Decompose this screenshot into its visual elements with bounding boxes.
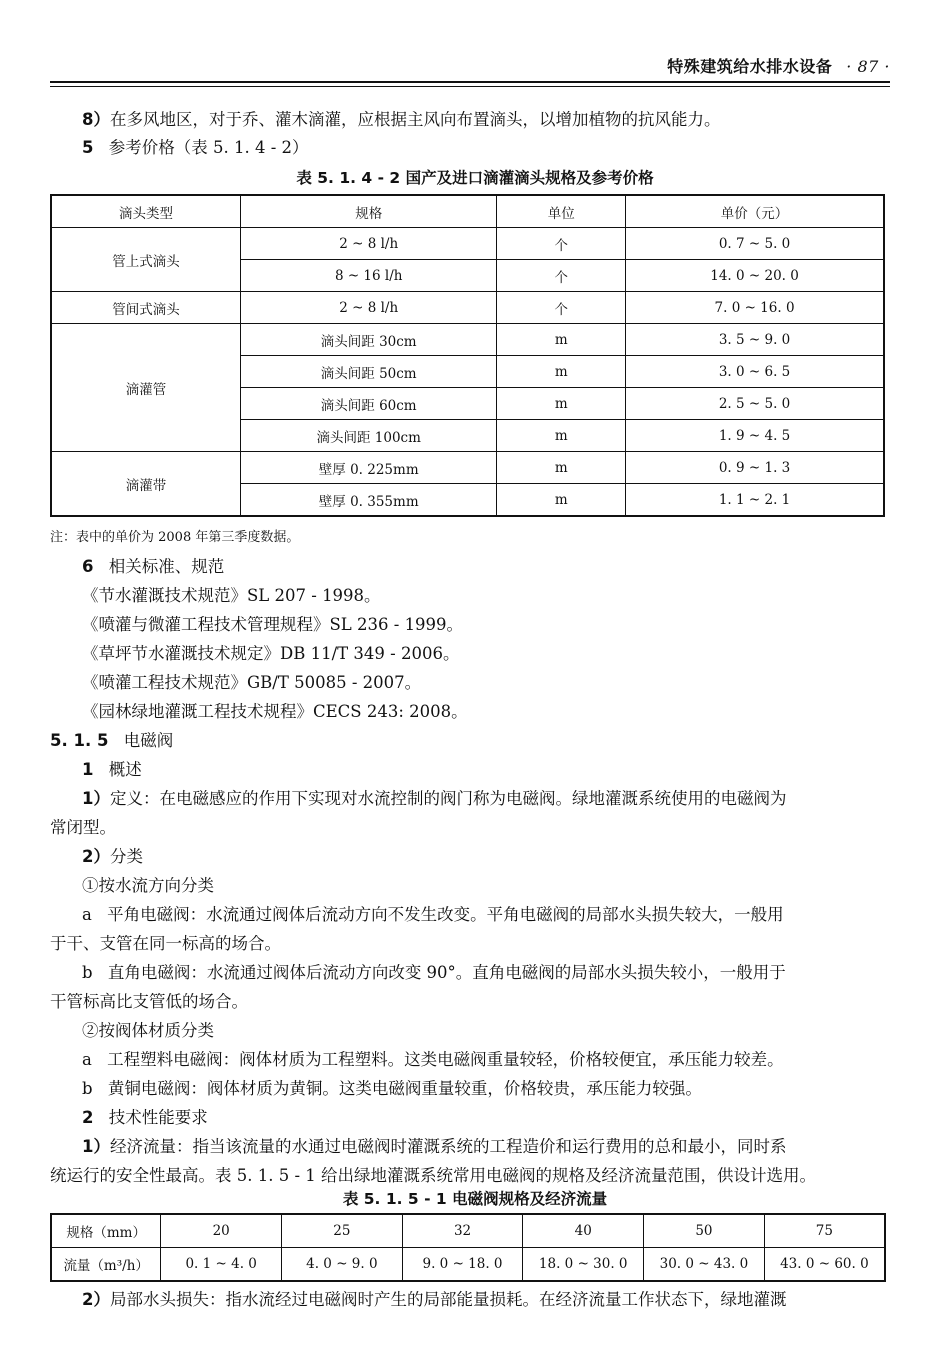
definition-number: 1） <box>82 789 110 808</box>
plastic-valve-label: a <box>82 1050 92 1069</box>
table1-type-cell: 管上式滴头 <box>51 228 241 292</box>
economic-flow-text: 经济流量：指当该流量的水通过电磁阀时灌溉系统的工程造价和运行费用的总和最小，同时系 <box>109 1137 787 1156</box>
definition-line <box>82 788 786 810</box>
table2-caption: 表 5. 1. 5 - 1 电磁阀规格及经济流量 <box>342 1190 608 1208</box>
table1-price-cell: 1. 9 ~ 4. 5 <box>626 420 884 452</box>
table1-unit-cell: m <box>497 452 626 484</box>
table1-unit-cell: m <box>497 356 626 388</box>
definition-line-2: 常闭型。 <box>50 818 116 837</box>
table1-price-cell: 2. 5 ~ 5. 0 <box>626 388 884 420</box>
section-heading <box>50 730 173 752</box>
table-row <box>51 324 884 356</box>
table1-spec-cell: 壁厚 0. 225mm <box>241 452 497 484</box>
classification-heading <box>82 846 143 868</box>
section-number: 5. 1. 5 <box>50 731 109 750</box>
angle-valve-line <box>82 962 786 984</box>
table1-header-type: 滴头类型 <box>51 195 241 228</box>
performance-heading <box>82 1107 208 1129</box>
standard-item: 《园林绿地灌溉工程技术规程》CECS 243: 2008。 <box>82 702 468 721</box>
table1-price-cell: 0. 9 ~ 1. 3 <box>626 452 884 484</box>
table2-flow-cell: 4. 0 ~ 9. 0 <box>282 1248 403 1282</box>
table2-size-cell: 32 <box>402 1214 523 1248</box>
economic-flow-number: 1） <box>82 1137 110 1156</box>
item-8-number: 8） <box>82 110 110 129</box>
table1-spec-cell: 滴头间距 100cm <box>241 420 497 452</box>
table2-size-cell: 25 <box>282 1214 403 1248</box>
header-rule-thin <box>50 86 890 87</box>
table2-flow-cell: 9. 0 ~ 18. 0 <box>402 1248 523 1282</box>
flat-valve-label: a <box>82 905 92 924</box>
item-5-text: 参考价格（表 5. 1. 4 - 2） <box>108 138 309 157</box>
performance-title: 技术性能要求 <box>108 1108 208 1127</box>
angle-valve-text: 直角电磁阀：水流通过阀体后流动方向改变 90°。直角电磁阀的局部水头损失较小，一般用于 <box>107 963 786 982</box>
head-loss-line <box>82 1289 786 1311</box>
table1-note: 注：表中的单价为 2008 年第三季度数据。 <box>50 530 300 545</box>
table1-spec-cell: 2 ~ 8 l/h <box>241 228 497 260</box>
performance-number: 2 <box>82 1108 94 1127</box>
table1-price-cell: 3. 5 ~ 9. 0 <box>626 324 884 356</box>
table1-price-cell: 0. 7 ~ 5. 0 <box>626 228 884 260</box>
item-8 <box>82 109 720 131</box>
table1-unit-cell: 个 <box>497 260 626 292</box>
table-emitter-prices <box>50 194 885 517</box>
flow-direction-heading: ①按水流方向分类 <box>82 876 214 895</box>
overview-title: 概述 <box>108 760 142 779</box>
standards-number: 6 <box>82 557 94 576</box>
table1-unit-cell: m <box>497 388 626 420</box>
table1-spec-cell: 2 ~ 8 l/h <box>241 292 497 324</box>
item-8-text: 在多风地区，对于乔、灌木滴灌，应根据主风向布置滴头，以增加植物的抗风能力。 <box>109 110 721 129</box>
table-row <box>51 228 884 260</box>
table1-unit-cell: 个 <box>497 292 626 324</box>
header-title <box>667 54 890 77</box>
header-rule <box>50 81 890 83</box>
table1-spec-cell: 8 ~ 16 l/h <box>241 260 497 292</box>
section-title: 电磁阀 <box>123 731 174 750</box>
table1-header-row <box>51 195 884 228</box>
definition-text: 定义：在电磁感应的作用下实现对水流控制的阀门称为电磁阀。绿地灌溉系统使用的电磁阀为 <box>109 789 787 808</box>
standard-item: 《节水灌溉技术规范》SL 207 - 1998。 <box>82 586 381 605</box>
table1-header-unit: 单位 <box>497 195 626 228</box>
overview-number: 1 <box>82 760 94 779</box>
table2-flow-cell: 43. 0 ~ 60. 0 <box>764 1248 885 1282</box>
plastic-valve-line <box>82 1049 784 1071</box>
table1-spec-cell: 壁厚 0. 355mm <box>241 484 497 517</box>
head-loss-text: 局部水头损失：指水流经过电磁阀时产生的局部能量损耗。在经济流量工作状态下，绿地灌溉 <box>109 1290 787 1309</box>
running-header <box>50 54 890 88</box>
table1-spec-cell: 滴头间距 60cm <box>241 388 497 420</box>
standards-heading <box>82 556 224 578</box>
table2-flow-cell: 30. 0 ~ 43. 0 <box>644 1248 765 1282</box>
table1-price-cell: 7. 0 ~ 16. 0 <box>626 292 884 324</box>
table2-flow-cell: 0. 1 ~ 4. 0 <box>161 1248 282 1282</box>
standards-title: 相关标准、规范 <box>108 557 225 576</box>
brass-valve-text: 黄铜电磁阀：阀体材质为黄铜。这类电磁阀重量较重，价格较贵，承压能力较强。 <box>107 1079 702 1098</box>
item-5-number: 5 <box>82 138 94 157</box>
standard-item: 《喷灌工程技术规范》GB/T 50085 - 2007。 <box>82 673 422 692</box>
classification-title: 分类 <box>109 847 143 866</box>
table2-flow-label: 流量（m³/h） <box>51 1248 161 1282</box>
table1-spec-cell: 滴头间距 50cm <box>241 356 497 388</box>
table1-caption: 表 5. 1. 4 - 2 国产及进口滴灌滴头规格及参考价格 <box>296 169 654 187</box>
table1-price-cell: 3. 0 ~ 6. 5 <box>626 356 884 388</box>
table2-size-cell: 75 <box>764 1214 885 1248</box>
overview-heading <box>82 759 142 781</box>
plastic-valve-text: 工程塑料电磁阀：阀体材质为工程塑料。这类电磁阀重量较轻，价格较便宜，承压能力较差。 <box>107 1050 784 1069</box>
table2-flow-cell: 18. 0 ~ 30. 0 <box>523 1248 644 1282</box>
flat-valve-line-2: 于干、支管在同一标高的场合。 <box>50 934 281 953</box>
table1-spec-cell: 滴头间距 30cm <box>241 324 497 356</box>
table1-header-price: 单价（元） <box>626 195 884 228</box>
material-heading: ②按阀体材质分类 <box>82 1021 214 1040</box>
flat-valve-text: 平角电磁阀：水流通过阀体后流动方向不发生改变。平角电磁阀的局部水头损失较大，一般用 <box>107 905 784 924</box>
table1-type-cell: 管间式滴头 <box>51 292 241 324</box>
table2-size-cell: 50 <box>644 1214 765 1248</box>
table1-type-cell: 滴灌带 <box>51 452 241 517</box>
table1-unit-cell: m <box>497 420 626 452</box>
table-row <box>51 1214 885 1248</box>
table1-unit-cell: m <box>497 484 626 517</box>
economic-flow-line-2: 统运行的安全性最高。表 5. 1. 5 - 1 给出绿地灌溉系统常用电磁阀的规格及经济流量范围，供设计选用。 <box>50 1166 817 1185</box>
table1-unit-cell: m <box>497 324 626 356</box>
item-5 <box>82 137 309 159</box>
table1-type-cell: 滴灌管 <box>51 324 241 452</box>
classification-number: 2） <box>82 847 110 866</box>
header-book-title: 特殊建筑给水排水设备 <box>667 57 833 76</box>
table2-size-cell: 20 <box>161 1214 282 1248</box>
flat-valve-line <box>82 904 784 926</box>
table2-size-cell: 40 <box>523 1214 644 1248</box>
brass-valve-label: b <box>82 1079 93 1098</box>
table-row <box>51 1248 885 1282</box>
angle-valve-line-2: 干管标高比支管低的场合。 <box>50 992 248 1011</box>
table1-header-spec: 规格 <box>241 195 497 228</box>
table1-price-cell: 14. 0 ~ 20. 0 <box>626 260 884 292</box>
angle-valve-label: b <box>82 963 93 982</box>
table1-price-cell: 1. 1 ~ 2. 1 <box>626 484 884 517</box>
standard-item: 《喷灌与微灌工程技术管理规程》SL 236 - 1999。 <box>82 615 464 634</box>
table1-unit-cell: 个 <box>497 228 626 260</box>
table-row <box>51 292 884 324</box>
brass-valve-line <box>82 1078 702 1100</box>
economic-flow-line <box>82 1136 786 1158</box>
table-valve-flow <box>50 1213 886 1282</box>
header-page-number: · 87 · <box>846 57 890 76</box>
standard-item: 《草坪节水灌溉技术规定》DB 11/T 349 - 2006。 <box>82 644 460 663</box>
table-row <box>51 452 884 484</box>
head-loss-number: 2） <box>82 1290 110 1309</box>
table2-size-label: 规格（mm） <box>51 1214 161 1248</box>
